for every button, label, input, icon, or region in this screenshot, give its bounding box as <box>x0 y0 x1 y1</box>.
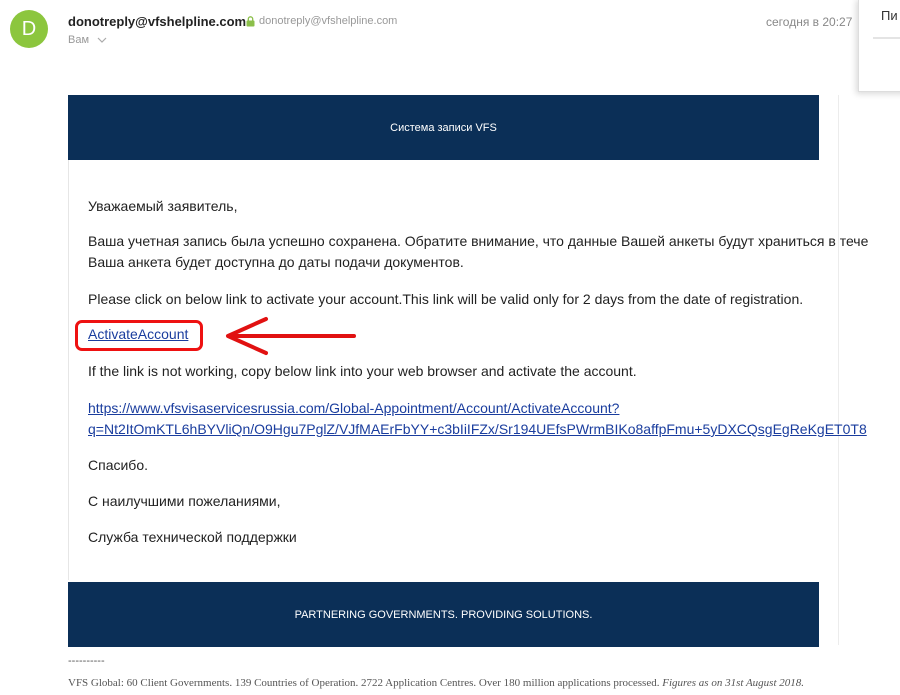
team-signature: Служба технической поддержки <box>88 529 297 545</box>
signature-italic: Figures as on 31st August 2018. <box>662 677 805 689</box>
signature-text: VFS Global: 60 Client Governments. 139 Countries of Operation. 2722 Application Centres. Over 180 million applications processed. <box>68 677 660 689</box>
activation-url-line1[interactable] <box>88 398 619 419</box>
sender-name[interactable]: donotreply@vfshelpline.com <box>68 14 247 29</box>
popup-label: Пи <box>881 8 898 23</box>
greeting: Уважаемый заявитель, <box>88 198 238 214</box>
arrow-annotation-icon <box>222 316 357 356</box>
lock-icon <box>246 16 255 27</box>
mail-border <box>68 160 69 580</box>
message-date: сегодня в 20:27 <box>766 15 853 29</box>
regards-text: С наилучшими пожеланиями, <box>88 493 281 509</box>
footer-banner <box>68 582 819 647</box>
email-banner <box>68 95 819 160</box>
recipient-label: Вам <box>68 34 90 46</box>
activate-account-link-text[interactable]: ActivateAccount <box>88 326 189 342</box>
activation-url[interactable]: q=Nt2ItOmKTL6hBYVliQn/O9Hgu7PglZ/VJfMAErFbYY+c3bIiIFZx/Sr194UEfsPWrmBIKo8affpFmu+5yDXCQsgEgReKgET0T8 <box>88 421 867 437</box>
fallback-text: If the link is not working, copy below link into your web browser and activate the account. <box>88 363 637 379</box>
body-en: Please click on below link to activate your account.This link will be valid only for 2 days from the date of registration. <box>88 291 804 307</box>
sender-avatar[interactable]: D <box>10 10 48 48</box>
sender-address: donotreply@vfshelpline.com <box>259 15 398 27</box>
chevron-down-icon[interactable] <box>97 37 107 44</box>
footer-banner-text: PARTNERING GOVERNMENTS. PROVIDING SOLUTIONS. <box>294 608 593 621</box>
body-ru-line2: Ваша анкета будет доступна до даты подачи документов. <box>88 254 464 270</box>
company-signature <box>68 677 804 689</box>
banner-title: Система записи VFS <box>390 121 497 134</box>
activation-url-line2[interactable] <box>88 419 900 440</box>
annotation-box <box>75 320 203 351</box>
activation-url[interactable]: https://www.vfsvisaservicesrussia.com/Global-Appointment/Account/ActivateAccount? <box>88 400 620 416</box>
side-popup[interactable] <box>858 0 900 92</box>
body-ru-line1: Ваша учетная запись была успешно сохранена. Обратите внимание, что данные Вашей анкеты будут храниться в тече <box>88 233 869 249</box>
popup-divider <box>873 37 900 39</box>
thanks-text: Спасибо. <box>88 457 148 473</box>
mail-border <box>838 95 839 645</box>
separator: ---------- <box>68 655 105 667</box>
